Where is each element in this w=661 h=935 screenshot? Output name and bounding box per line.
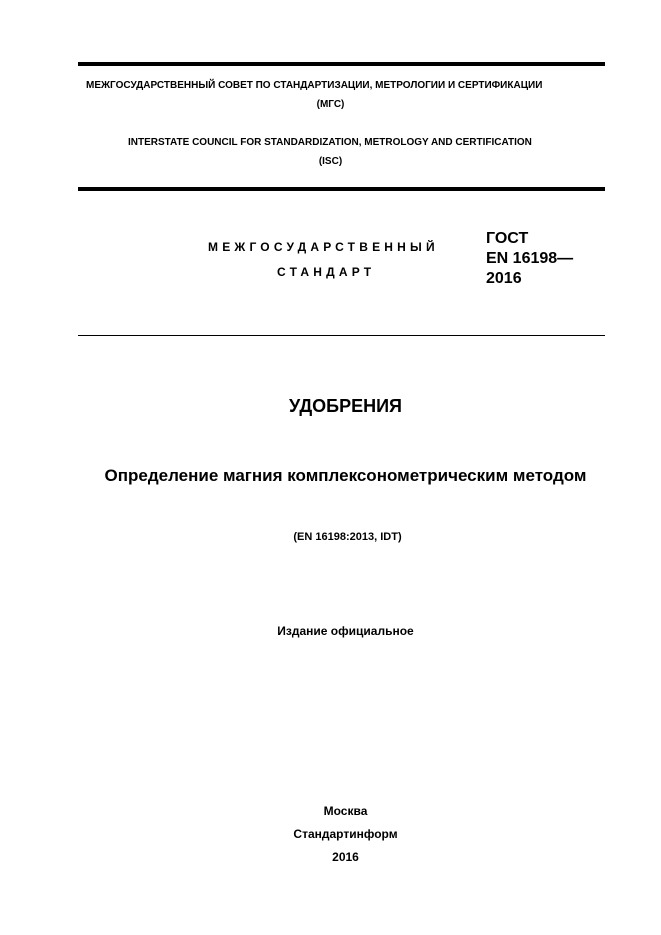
document-title: УДОБРЕНИЯ: [289, 396, 402, 416]
imprint-year: 2016: [332, 850, 359, 864]
equivalence-note: (EN 16198:2013, IDT): [293, 531, 402, 543]
document-subtitle: Определение магния комплексонометрическим методом: [104, 466, 587, 485]
imprint-city: Москва: [323, 804, 368, 818]
header-bottom-rule: [78, 187, 605, 191]
imprint-publisher: Стандартинформ: [293, 827, 398, 841]
standard-code-line2: EN 16198—: [486, 250, 574, 267]
edition-note: Издание официальное: [277, 624, 414, 638]
title-divider: [78, 335, 605, 336]
council-name-ru: МЕЖГОСУДАРСТВЕННЫЙ СОВЕТ ПО СТАНДАРТИЗАЦИИ, МЕТРОЛОГИИ И СЕРТИФИКАЦИИ: [86, 80, 543, 91]
council-name-en: INTERSTATE COUNCIL FOR STANDARDIZATION, METROLOGY AND CERTIFICATION: [128, 137, 532, 148]
standard-type-line1: МЕЖГОСУДАРСТВЕННЫЙ: [208, 240, 439, 254]
standard-type-line2: СТАНДАРТ: [277, 265, 376, 279]
standard-code-line1: ГОСТ: [486, 230, 529, 247]
standard-code-line3: 2016: [486, 270, 522, 287]
header-top-rule: [78, 62, 605, 66]
council-abbr-en: (ISC): [318, 156, 343, 167]
council-abbr-ru: (МГС): [316, 99, 345, 110]
